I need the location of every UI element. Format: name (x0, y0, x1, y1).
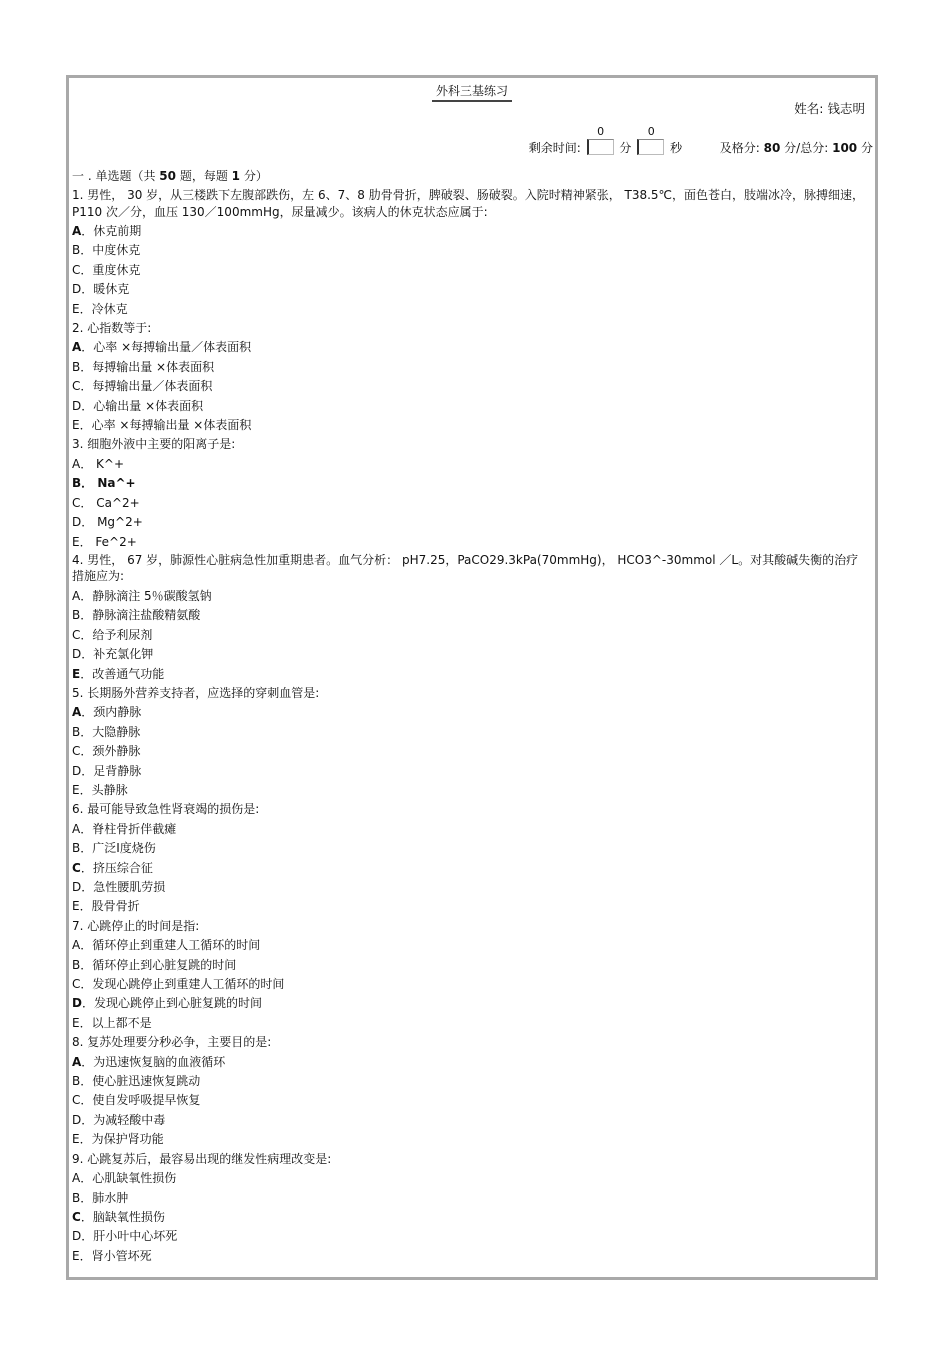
option-text: ．冷休克 (79, 301, 128, 316)
option-text: ．广泛Ⅰ度烧伤 (80, 841, 156, 856)
option-text: ．心率 ×每搏输出量／体表面积 (81, 340, 252, 355)
answer-option[interactable] (72, 956, 869, 975)
option-text: ．每搏输出量／体表面积 (80, 379, 213, 394)
exam-frame (66, 75, 878, 1280)
option-letter: A (72, 1171, 81, 1186)
option-letter: E (72, 782, 80, 797)
option-letter: D (72, 282, 82, 297)
option-letter: E (72, 666, 81, 681)
answer-option[interactable] (72, 587, 869, 606)
option-text: ．补充氯化钾 (81, 647, 154, 662)
option-letter: E (72, 534, 80, 549)
answer-option[interactable] (72, 645, 869, 664)
option-text: ．给予利尿剂 (80, 627, 153, 642)
answer-option[interactable] (72, 897, 869, 916)
option-text: ．心肌缺氧性损伤 (80, 1171, 177, 1186)
pass-score: 及格分: 80 分/总分: 100 分 (719, 141, 873, 155)
option-text: ．以上都不是 (79, 1015, 152, 1030)
answer-option[interactable] (72, 513, 869, 532)
question-stem: 9. 心跳复苏后，最容易出现的继发性病理改变是: (72, 1151, 332, 1166)
option-letter: B (72, 1190, 81, 1205)
option-letter: E (72, 1015, 80, 1030)
question-list (72, 168, 869, 1266)
answer-option[interactable] (72, 1111, 869, 1130)
option-letter: A (72, 456, 81, 471)
option-letter: A (72, 588, 81, 603)
answer-option[interactable] (72, 474, 869, 493)
option-text: ．为减轻酸中毒 (81, 1112, 166, 1127)
option-text: ．为保护肾功能 (79, 1132, 164, 1147)
option-letter: E (72, 301, 80, 316)
page-title: 外科三基练习 (69, 83, 875, 102)
option-letter: D (72, 763, 82, 778)
option-text: ． Mg^2+ (81, 515, 143, 530)
answer-option[interactable] (72, 1227, 869, 1246)
question-stem: 7. 心跳停止的时间是指: (72, 918, 200, 933)
question-stem: 4. 男性， 67 岁，肺源性心脏病急性加重期患者。血气分析： pH7.25，PaCO29.3kPa(70mmHg)， HCO3^-30mmol ／L。对其酸碱失衡的治疗措施应为: (72, 552, 859, 584)
option-letter: C (72, 379, 81, 394)
option-letter: C (72, 744, 81, 759)
option-letter: C (72, 1209, 81, 1224)
option-letter: A (72, 340, 82, 355)
option-letter: A (72, 821, 81, 836)
option-letter: E (72, 1132, 80, 1147)
answer-option[interactable] (72, 338, 869, 357)
answer-option[interactable] (72, 1208, 869, 1227)
option-text: ．改善通气功能 (80, 666, 165, 681)
answer-option[interactable] (72, 377, 869, 396)
option-text: ．休克前期 (81, 224, 142, 238)
section-heading: 一 . 单选题（共 50 题，每题 1 分） (72, 169, 268, 183)
answer-option[interactable] (72, 300, 869, 319)
option-letter: A (72, 1054, 82, 1069)
question-stem: 6. 最可能导致急性肾衰竭的损伤是: (72, 802, 260, 817)
option-text: ． Ca^2+ (80, 495, 140, 510)
option-text: ．大隐静脉 (80, 724, 141, 739)
option-text: ．循环停止到心脏复跳的时间 (80, 957, 237, 972)
question-stem: 2. 心指数等于: (72, 321, 152, 336)
option-letter: E (72, 899, 80, 914)
option-text: ．肺水肿 (80, 1190, 129, 1205)
answer-option[interactable] (72, 975, 869, 994)
option-text: ．股骨骨折 (79, 899, 140, 914)
option-text: ． Fe^2+ (79, 534, 137, 549)
answer-option[interactable] (72, 936, 869, 955)
seconds-field[interactable]: 0 (637, 139, 664, 155)
answer-option[interactable] (72, 781, 869, 800)
option-text: ．为迅速恢复脑的血液循环 (81, 1054, 226, 1069)
option-text: ．脑缺氧性损伤 (80, 1209, 165, 1224)
option-letter: C (72, 1093, 81, 1108)
option-text: ．静脉滴注盐酸精氨酸 (80, 608, 201, 623)
option-text: ． K^+ (80, 456, 125, 471)
option-text: ．足背静脉 (81, 763, 142, 778)
answer-option[interactable] (72, 626, 869, 645)
answer-option[interactable] (72, 839, 869, 858)
option-text: ． Na^+ (81, 476, 136, 491)
option-letter: D (72, 398, 82, 413)
answer-option[interactable] (72, 1053, 869, 1072)
timer-row: 剩余时间: 0 分 0 秒 及格分: 80 分/总分: 100 分 (528, 125, 873, 155)
answer-option[interactable] (72, 1247, 869, 1266)
answer-option[interactable] (72, 703, 869, 722)
answer-option[interactable] (72, 222, 869, 241)
student-name: 姓名: 钱志明 (794, 101, 865, 116)
answer-option[interactable] (72, 455, 869, 474)
option-letter: D (72, 1229, 82, 1244)
answer-option[interactable] (72, 1130, 869, 1149)
option-letter: A (72, 224, 82, 238)
option-letter: B (72, 243, 81, 258)
answer-option[interactable] (72, 1169, 869, 1188)
option-text: ．心率 ×每搏输出量 ×体表面积 (79, 418, 252, 433)
option-letter: D (72, 515, 82, 530)
question-stem: 8. 复苏处理要分秒必争，主要目的是: (72, 1035, 272, 1050)
answer-option[interactable] (72, 533, 869, 552)
answer-option[interactable] (72, 1072, 869, 1091)
answer-option[interactable] (72, 723, 869, 742)
answer-option[interactable] (72, 859, 869, 878)
option-text: ．挤压综合征 (80, 860, 153, 875)
option-text: ．静脉滴注 5％碳酸氢钠 (80, 588, 212, 603)
question-stem: 1. 男性， 30 岁，从三楼跌下左腹部跌伤，左 6、7、8 肋骨骨折，脾破裂、肠破裂。入院时精神紧张， T38.5℃，面色苍白，肢端冰冷，脉搏细速， P110 次／分，血压 130／100mmHg，尿量减少。该病人的休克状态应属于: (72, 188, 865, 219)
minutes-field[interactable]: 0 (587, 139, 614, 155)
option-letter: B (72, 957, 81, 972)
option-text: ．发现心跳停止到心脏复跳的时间 (81, 996, 262, 1011)
option-text: ．肝小叶中心坏死 (81, 1229, 178, 1244)
option-letter: D (72, 1112, 82, 1127)
question-stem: 5. 长期肠外营养支持者，应选择的穿刺血管是: (72, 685, 320, 700)
option-text: ．每搏输出量 ×体表面积 (80, 359, 215, 374)
option-letter: B (72, 841, 81, 856)
answer-option[interactable] (72, 1014, 869, 1033)
option-letter: B (72, 476, 82, 491)
option-text: ．中度休克 (80, 243, 141, 258)
option-letter: A (72, 938, 81, 953)
option-text: ．暖休克 (81, 282, 130, 297)
answer-option[interactable] (72, 878, 869, 897)
option-letter: C (72, 627, 81, 642)
answer-option[interactable] (72, 742, 869, 761)
option-letter: E (72, 1248, 80, 1263)
answer-option[interactable] (72, 762, 869, 781)
option-letter: C (72, 977, 81, 992)
answer-option[interactable] (72, 280, 869, 299)
option-letter: C (72, 495, 81, 510)
answer-option[interactable] (72, 416, 869, 435)
answer-option[interactable] (72, 261, 869, 280)
answer-option[interactable] (72, 1189, 869, 1208)
option-text: ．发现心跳停止到重建人工循环的时间 (80, 977, 285, 992)
option-text: ．头静脉 (79, 782, 128, 797)
question-stem: 3. 细胞外液中主要的阳离子是: (72, 437, 236, 452)
answer-option[interactable] (72, 1091, 869, 1110)
option-letter: D (72, 996, 82, 1011)
option-text: ．循环停止到重建人工循环的时间 (80, 938, 261, 953)
option-text: ．使自发呼吸提早恢复 (80, 1093, 201, 1108)
option-letter: B (72, 1074, 81, 1089)
option-letter: D (72, 647, 82, 662)
answer-option[interactable] (72, 397, 869, 416)
option-letter: D (72, 880, 82, 894)
option-text: ．重度休克 (80, 262, 141, 277)
option-text: ．颈外静脉 (80, 744, 141, 759)
answer-option[interactable] (72, 820, 869, 839)
answer-option[interactable] (72, 358, 869, 377)
option-letter: B (72, 724, 81, 739)
option-letter: B (72, 608, 81, 623)
answer-option[interactable] (72, 606, 869, 625)
option-text: ．肾小管坏死 (79, 1248, 152, 1263)
option-text: ．脊柱骨折伴截瘫 (80, 821, 177, 836)
answer-option[interactable] (72, 665, 869, 684)
option-text: ．急性腰肌劳损 (81, 880, 166, 894)
option-letter: A (72, 705, 82, 720)
answer-option[interactable] (72, 994, 869, 1013)
option-letter: C (72, 860, 81, 875)
option-letter: B (72, 359, 81, 374)
answer-option[interactable] (72, 494, 869, 513)
option-text: ．使心脏迅速恢复跳动 (80, 1074, 201, 1089)
option-text: ．颈内静脉 (81, 705, 142, 720)
answer-option[interactable] (72, 241, 869, 260)
option-letter: E (72, 418, 80, 433)
option-letter: C (72, 262, 81, 277)
option-text: ．心输出量 ×体表面积 (81, 398, 204, 413)
